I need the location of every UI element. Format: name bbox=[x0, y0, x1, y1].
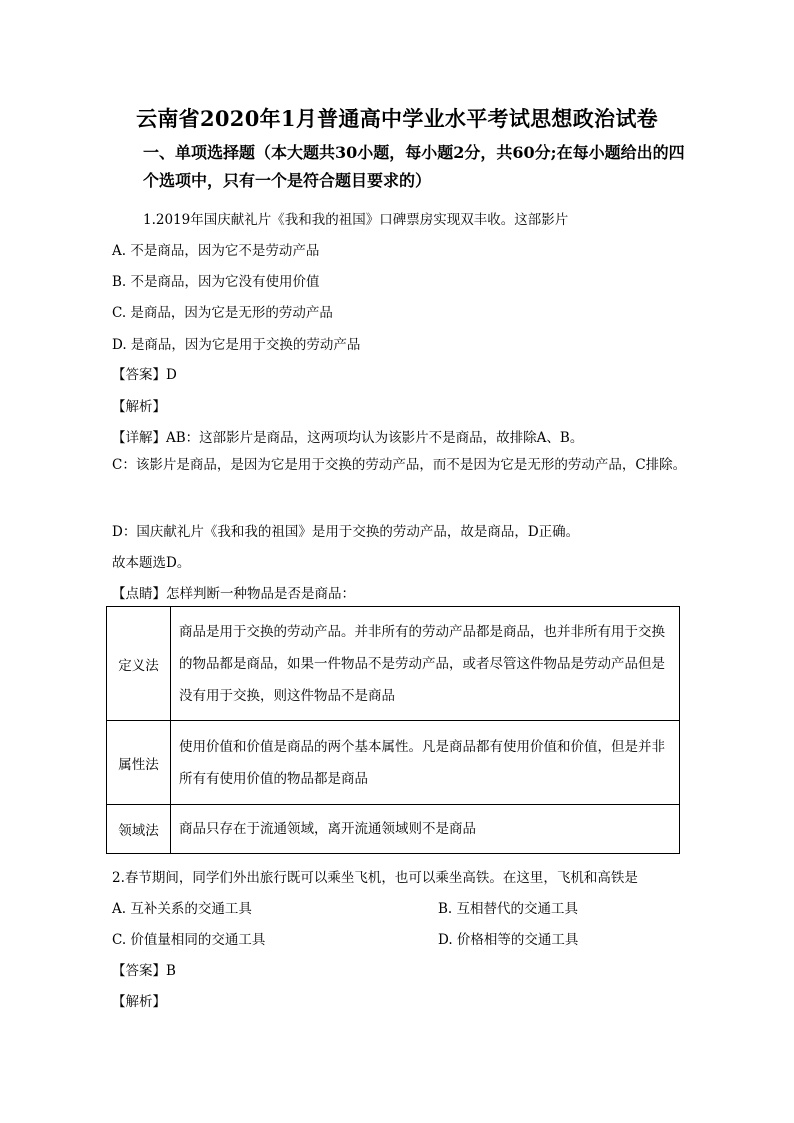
question-1-answer: 【答案】D bbox=[112, 367, 177, 383]
question-2-option-c: C. 价值量相同的交通工具 bbox=[112, 932, 266, 948]
question-1-option-d: D. 是商品，因为它是用于交换的劳动产品 bbox=[112, 337, 361, 353]
question-1-tip: 【点睛】怎样判断一种物品是否是商品： bbox=[112, 586, 355, 602]
question-1-detail-c: C：该影片是商品，是因为它是用于交换的劳动产品，而不是因为它是无形的劳动产品，C排除。 bbox=[112, 457, 687, 473]
table-row-label: 领域法 bbox=[107, 805, 171, 854]
table-row bbox=[107, 805, 680, 854]
question-1-option-c: C. 是商品，因为它是无形的劳动产品 bbox=[112, 305, 333, 321]
question-2-option-a: A. 互补关系的交通工具 bbox=[112, 901, 252, 917]
question-1-option-b: B. 不是商品，因为它没有使用价值 bbox=[112, 274, 320, 290]
commodity-judgment-table bbox=[106, 606, 680, 854]
table-row-content: 商品只存在于流通领域，离开流通领域则不是商品 bbox=[171, 805, 680, 854]
question-2-analysis-label: 【解析】 bbox=[112, 994, 166, 1010]
question-1-detail-d: D：国庆献礼片《我和我的祖国》是用于交换的劳动产品，故是商品，D正确。 bbox=[112, 524, 580, 540]
question-2-answer: 【答案】B bbox=[112, 963, 176, 979]
section-heading: 一、单项选择题（本大题共30小题，每小题2分，共60分;在每小题给出的四个选项中，只有一个是符合题目要求的） bbox=[143, 143, 685, 190]
page-title: 云南省2020年1月普通高中学业水平考试思想政治试卷 bbox=[136, 106, 658, 131]
question-1-option-a: A. 不是商品，因为它不是劳动产品 bbox=[112, 243, 320, 259]
question-1-detail-ab: 【详解】AB：这部影片是商品，这两项均认为该影片不是商品，故排除A、B。 bbox=[112, 430, 584, 446]
question-1-conclusion: 故本题选D。 bbox=[112, 555, 191, 571]
table-row-label: 属性法 bbox=[107, 721, 171, 805]
question-1-analysis-label: 【解析】 bbox=[112, 399, 166, 415]
table-row-content: 商品是用于交换的劳动产品。并非所有的劳动产品都是商品，也并非所有用于交换的物品都是商品，如果一件物品不是劳动产品，或者尽管这件物品是劳动产品但是没有用于交换，则这件物品不是商品 bbox=[171, 607, 680, 721]
table-row-content: 使用价值和价值是商品的两个基本属性。凡是商品都有使用价值和价值，但是并非所有有使用价值的物品都是商品 bbox=[171, 721, 680, 805]
table-row-label: 定义法 bbox=[107, 607, 171, 721]
question-2-option-b: B. 互相替代的交通工具 bbox=[438, 901, 579, 917]
table-row bbox=[107, 607, 680, 721]
question-2-option-d: D. 价格相等的交通工具 bbox=[438, 932, 579, 948]
question-1-stem: 1.2019年国庆献礼片《我和我的祖国》口碑票房实现双丰收。这部影片 bbox=[143, 212, 569, 228]
table-row bbox=[107, 721, 680, 805]
question-2-stem: 2.春节期间，同学们外出旅行既可以乘坐飞机，也可以乘坐高铁。在这里，飞机和高铁是 bbox=[112, 870, 638, 886]
